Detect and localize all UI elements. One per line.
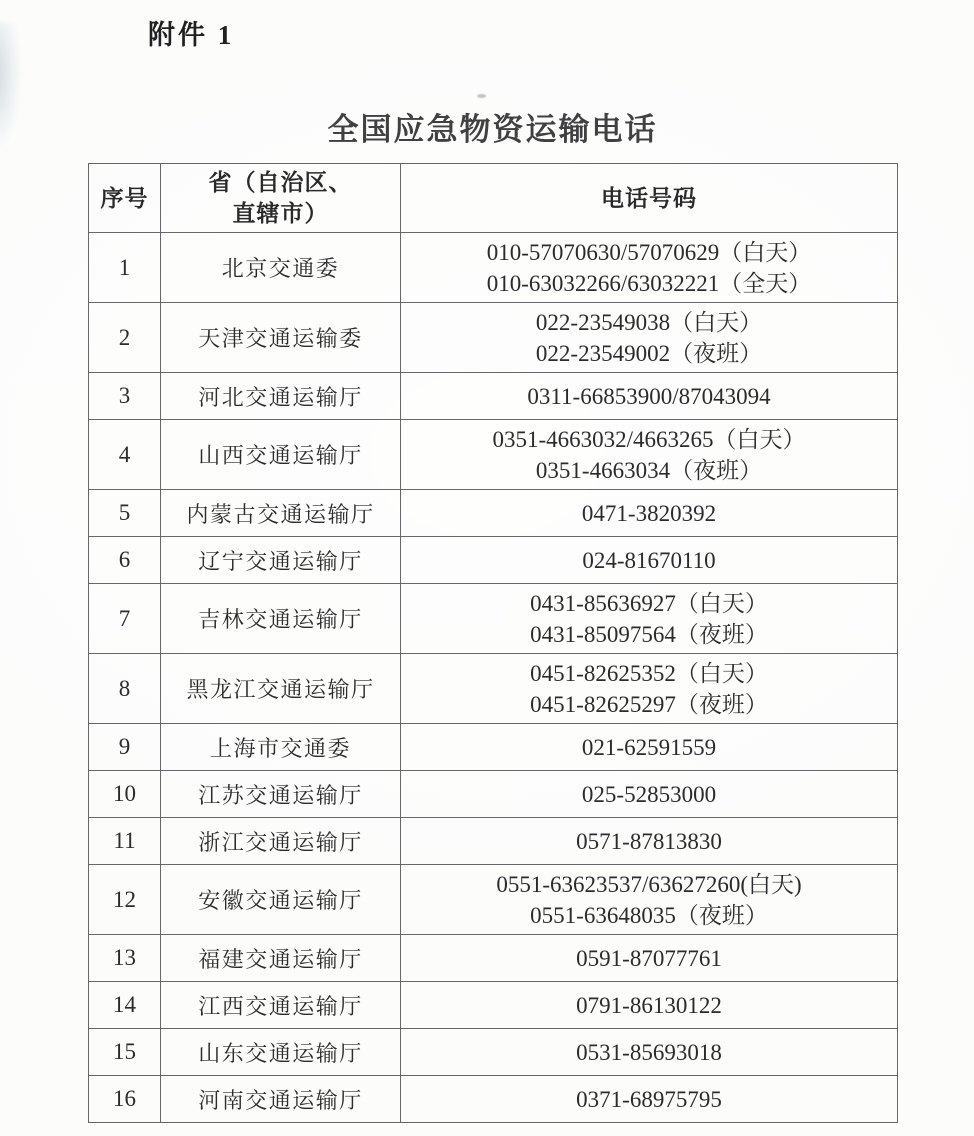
table-row — [89, 982, 898, 1029]
phone-line: 0591-87077761 — [576, 945, 722, 971]
phone-line: 0451-82625297（夜班） — [530, 691, 768, 717]
row-index-cell: 6 — [89, 537, 161, 584]
province-cell: 天津交通运输委 — [161, 303, 401, 373]
table-row — [89, 373, 898, 420]
phone-cell — [401, 303, 898, 373]
table-row — [89, 233, 898, 303]
table-body — [89, 233, 898, 1123]
page-title: 全国应急物资运输电话 — [327, 112, 658, 147]
table-row — [89, 1029, 898, 1076]
scan-smudge-artifact — [0, 22, 22, 152]
header-province — [161, 164, 401, 233]
phone-cell — [401, 724, 898, 771]
phone-line: 0551-63648035（夜班） — [530, 902, 768, 928]
province-cell: 安徽交通运输厅 — [161, 865, 401, 935]
phone-cell — [401, 420, 898, 490]
header-phone: 电话号码 — [401, 164, 898, 233]
header-province-line2: 直辖市） — [232, 201, 329, 226]
header-province-line1: 省（自治区、 — [208, 170, 353, 195]
row-index-cell: 4 — [89, 420, 161, 490]
row-index-cell: 16 — [89, 1076, 161, 1123]
phone-cell — [401, 935, 898, 982]
province-cell: 河南交通运输厅 — [161, 1076, 401, 1123]
phone-line: 0371-68975795 — [576, 1086, 722, 1112]
phone-line: 0551-63623537/63627260(白天) — [496, 871, 802, 897]
row-index-cell: 15 — [89, 1029, 161, 1076]
province-cell: 辽宁交通运输厅 — [161, 537, 401, 584]
phone-line: 0571-87813830 — [576, 828, 722, 854]
phone-line: 0531-85693018 — [576, 1039, 722, 1065]
table-row — [89, 724, 898, 771]
phone-line: 021-62591559 — [581, 734, 717, 760]
table-row — [89, 303, 898, 373]
province-cell: 内蒙古交通运输厅 — [161, 490, 401, 537]
province-cell: 山东交通运输厅 — [161, 1029, 401, 1076]
phone-line: 0431-85636927（白天） — [530, 590, 768, 616]
header-index: 序号 — [89, 164, 161, 233]
row-index-cell: 8 — [89, 654, 161, 724]
province-cell: 上海市交通委 — [161, 724, 401, 771]
phone-cell — [401, 1076, 898, 1123]
phone-cell — [401, 584, 898, 654]
row-index-cell: 14 — [89, 982, 161, 1029]
row-index-cell: 5 — [89, 490, 161, 537]
table-row — [89, 1076, 898, 1123]
table-row — [89, 584, 898, 654]
row-index-cell: 12 — [89, 865, 161, 935]
phone-line: 022-23549038（白天） — [535, 309, 763, 335]
province-cell: 福建交通运输厅 — [161, 935, 401, 982]
emergency-phone-table — [88, 163, 898, 1123]
row-index-cell: 10 — [89, 771, 161, 818]
phone-line: 0351-4663034（夜班） — [535, 457, 763, 483]
row-index-cell: 11 — [89, 818, 161, 865]
phone-line: 0471-3820392 — [581, 500, 717, 526]
phone-cell — [401, 537, 898, 584]
phone-line: 010-63032266/63032221（全天） — [486, 270, 812, 296]
row-index-cell: 1 — [89, 233, 161, 303]
table-row — [89, 490, 898, 537]
province-cell: 山西交通运输厅 — [161, 420, 401, 490]
attachment-label: 附件 1 — [148, 20, 235, 50]
phone-line: 0451-82625352（白天） — [530, 660, 768, 686]
phone-cell — [401, 373, 898, 420]
phone-line: 010-57070630/57070629（白天） — [486, 239, 812, 265]
province-cell: 黑龙江交通运输厅 — [161, 654, 401, 724]
phone-line: 0791-86130122 — [576, 992, 722, 1018]
phone-line: 022-23549002（夜班） — [535, 340, 763, 366]
phone-line: 0311-66853900/87043094 — [527, 383, 771, 409]
scan-speck-artifact — [477, 94, 486, 98]
province-cell: 吉林交通运输厅 — [161, 584, 401, 654]
phone-cell — [401, 771, 898, 818]
phone-line: 0351-4663032/4663265（白天） — [492, 426, 806, 452]
phone-cell — [401, 233, 898, 303]
phone-cell — [401, 654, 898, 724]
province-cell: 江西交通运输厅 — [161, 982, 401, 1029]
phone-line: 024-81670110 — [582, 547, 716, 573]
table-header-row — [89, 164, 898, 233]
row-index-cell: 3 — [89, 373, 161, 420]
table-row — [89, 420, 898, 490]
phone-cell — [401, 818, 898, 865]
phone-line: 025-52853000 — [581, 781, 717, 807]
phone-line: 0431-85097564（夜班） — [530, 621, 768, 647]
province-cell: 浙江交通运输厅 — [161, 818, 401, 865]
table-row — [89, 537, 898, 584]
table-row — [89, 818, 898, 865]
province-cell: 河北交通运输厅 — [161, 373, 401, 420]
province-cell: 北京交通委 — [161, 233, 401, 303]
phone-cell — [401, 982, 898, 1029]
row-index-cell: 2 — [89, 303, 161, 373]
table-row — [89, 935, 898, 982]
phone-cell — [401, 1029, 898, 1076]
table-row — [89, 865, 898, 935]
phone-cell — [401, 865, 898, 935]
row-index-cell: 13 — [89, 935, 161, 982]
row-index-cell: 9 — [89, 724, 161, 771]
table-row — [89, 654, 898, 724]
phone-cell — [401, 490, 898, 537]
row-index-cell: 7 — [89, 584, 161, 654]
province-cell: 江苏交通运输厅 — [161, 771, 401, 818]
table-row — [89, 771, 898, 818]
